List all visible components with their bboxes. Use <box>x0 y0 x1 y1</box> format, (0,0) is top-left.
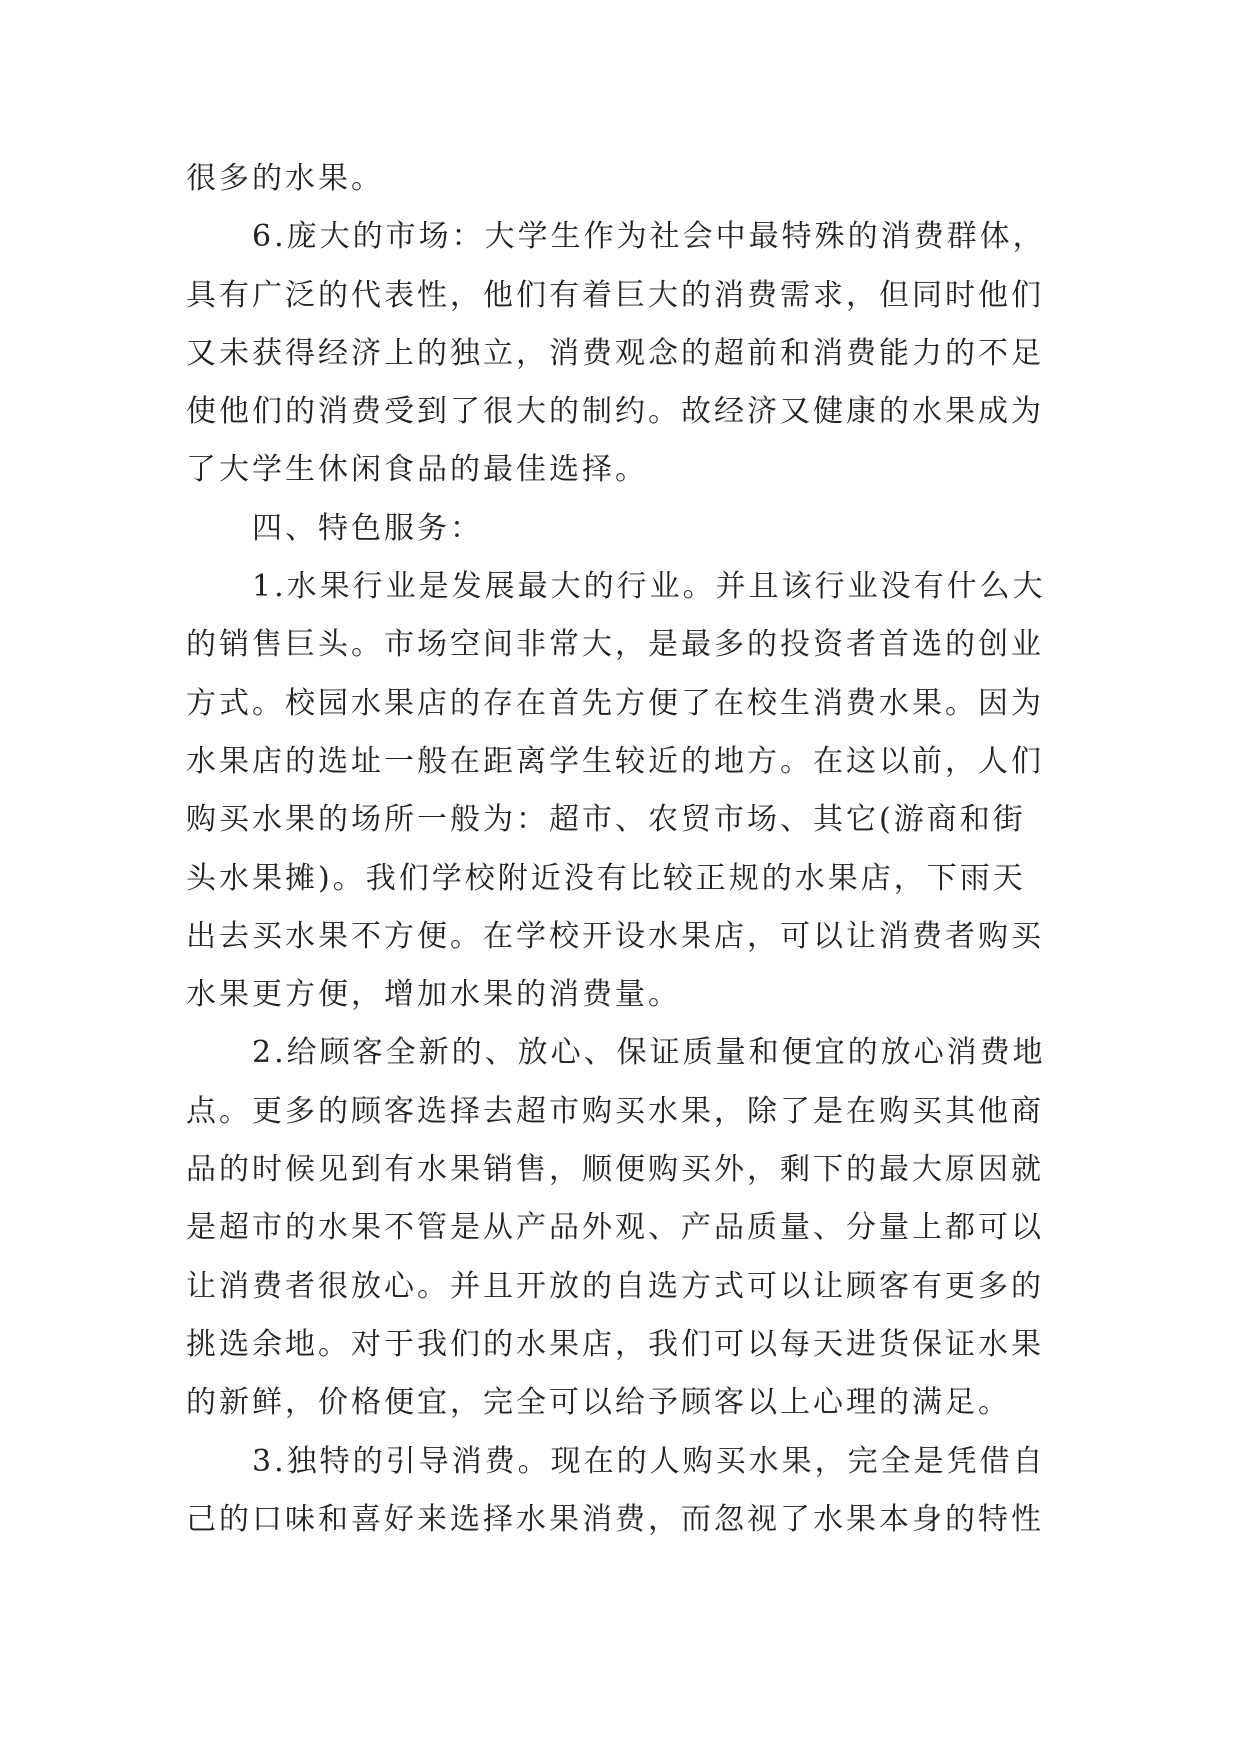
text-line: 了大学生休闲食品的最佳选择。 <box>186 452 648 488</box>
paragraph-start-line: 2.给顾客全新的、放心、保证质量和便宜的放心消费地 <box>252 1035 1046 1071</box>
text-line: 很多的水果。 <box>186 161 384 196</box>
paragraph-start-line: 1.水果行业是发展最大的行业。并且该行业没有什么大 <box>252 569 1046 605</box>
text-line: 使他们的消费受到了很大的制约。故经济又健康的水果成为 <box>186 394 1044 430</box>
text-line: 让消费者很放心。并且开放的自选方式可以让顾客有更多的 <box>186 1268 1044 1304</box>
paragraph-start-line: 6.庞大的市场：大学生作为社会中最特殊的消费群体， <box>252 219 1046 255</box>
text-line: 方式。校园水果店的存在首先方便了在校生消费水果。因为 <box>186 685 1044 721</box>
text-line: 点。更多的顾客选择去超市购买水果，除了是在购买其他商 <box>186 1093 1044 1129</box>
text-line: 己的口味和喜好来选择水果消费，而忽视了水果本身的特性 <box>186 1501 1044 1537</box>
text-line: 的销售巨头。市场空间非常大，是最多的投资者首选的创业 <box>186 627 1044 663</box>
text-line: 品的时候见到有水果销售，顺便购买外，剩下的最大原因就 <box>186 1152 1044 1188</box>
text-line: 具有广泛的代表性，他们有着巨大的消费需求，但同时他们 <box>186 277 1044 313</box>
text-line: 挑选余地。对于我们的水果店，我们可以每天进货保证水果 <box>186 1326 1044 1362</box>
text-line: 水果店的选址一般在距离学生较近的地方。在这以前，人们 <box>186 743 1044 779</box>
section-heading: 四、特色服务： <box>252 510 483 546</box>
text-line: 出去买水果不方便。在学校开设水果店，可以让消费者购买 <box>186 918 1044 954</box>
text-line: 头水果摊)。我们学校附近没有比较正规的水果店，下雨天 <box>186 860 1026 896</box>
text-line: 是超市的水果不管是从产品外观、产品质量、分量上都可以 <box>186 1210 1044 1246</box>
document-body <box>186 150 1056 1549</box>
text-line: 水果更方便，增加水果的消费量。 <box>186 977 681 1013</box>
paragraph-start-line: 3.独特的引导消费。现在的人购买水果，完全是凭借自 <box>252 1443 1046 1479</box>
text-line: 的新鲜，价格便宜，完全可以给予顾客以上心理的满足。 <box>186 1385 1011 1421</box>
text-line: 又未获得经济上的独立，消费观念的超前和消费能力的不足 <box>186 335 1044 371</box>
text-line: 购买水果的场所一般为：超市、农贸市场、其它(游商和街 <box>186 802 1026 838</box>
